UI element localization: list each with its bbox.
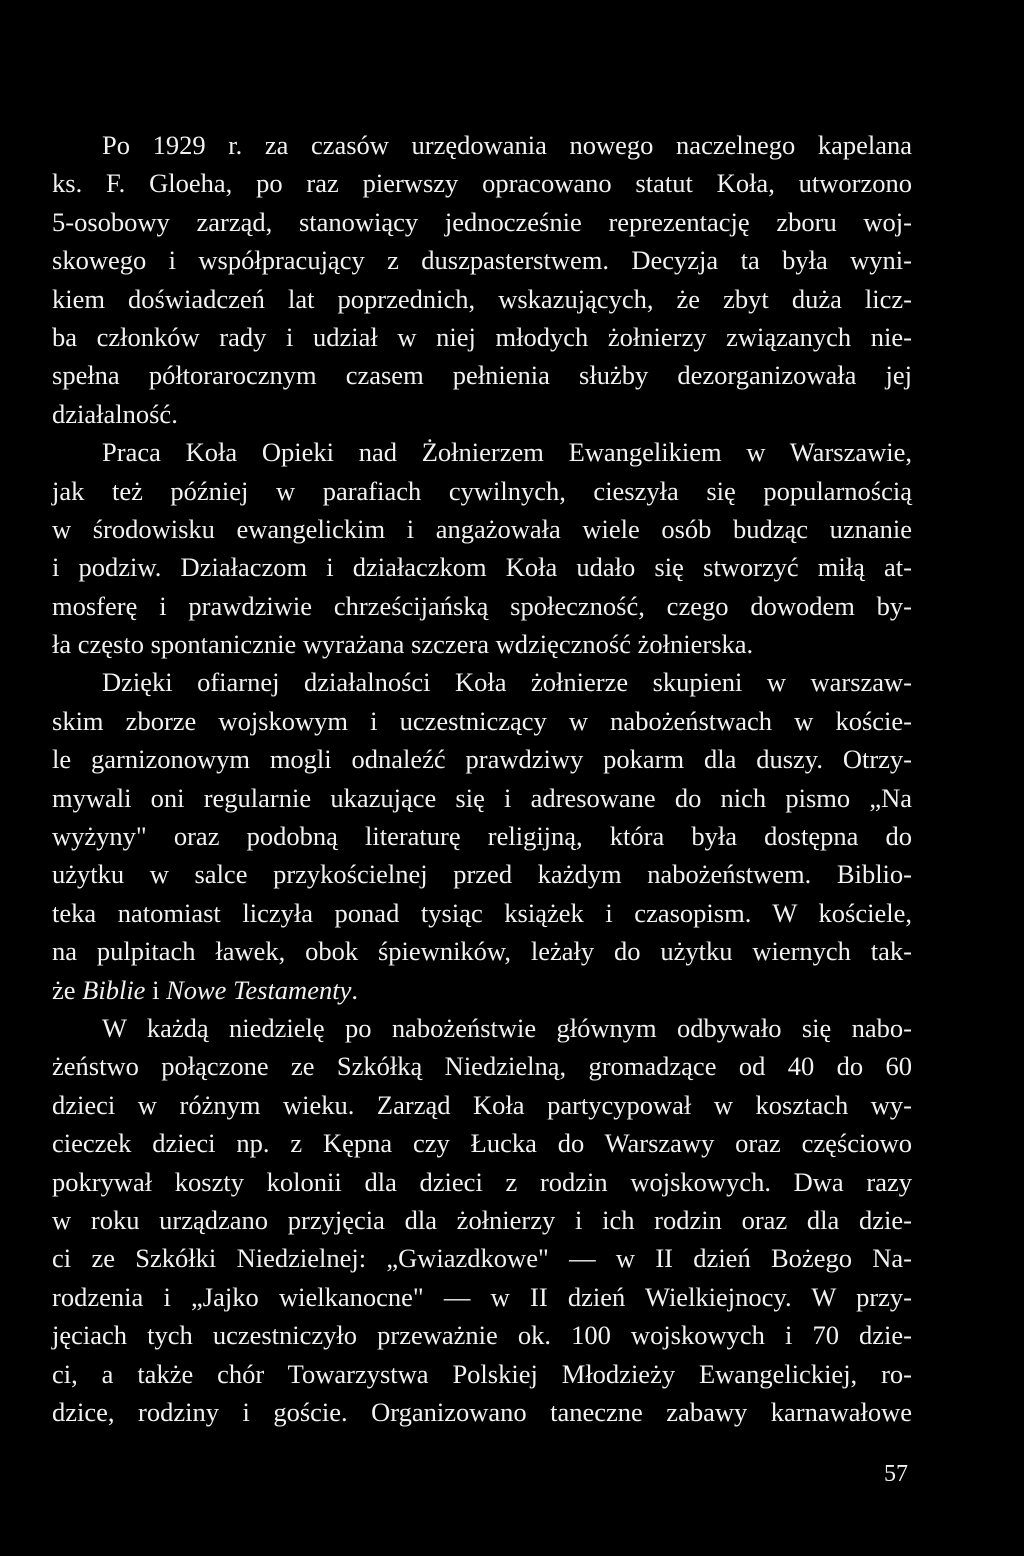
text-line: ła często spontanicznie wyrażana szczera wdzięczność żołnierska. — [52, 629, 754, 660]
text-line: Praca Koła Opieki nad Żołnierzem Ewangelikiem w Warszawie, — [102, 437, 912, 468]
text-line: ci ze Szkółki Niedzielnej: „Gwiazdkowe" — w II dzień Bożego Na- — [52, 1243, 912, 1274]
text-line: jak też później w parafiach cywilnych, cieszyła się popularnością — [52, 475, 912, 506]
text-span: i — [145, 974, 167, 1005]
text-line: ci, a także chór Towarzystwa Polskiej Młodzieży Ewangelickiej, ro- — [52, 1358, 912, 1389]
text-line: 5-osobowy zarząd, stanowiący jednocześnie reprezentację zboru woj- — [52, 206, 912, 237]
text-line: W każdą niedzielę po nabożeństwie głównym odbywało się nabo- — [102, 1012, 912, 1043]
text-span: . — [351, 974, 358, 1005]
text-line: w roku urządzano przyjęcia dla żołnierzy i ich rodzin oraz dla dzie- — [52, 1204, 912, 1235]
text-line: żeństwo połączone ze Szkółką Niedzielną, gromadzące od 40 do 60 — [52, 1051, 912, 1082]
text-line: jęciach tych uczestniczyło przeważnie ok. 100 wojskowych i 70 dzie- — [52, 1320, 912, 1351]
text-line: mosferę i prawdziwie chrześcijańską społeczność, czego dowodem by- — [52, 590, 912, 621]
text-line: na pulpitach ławek, obok śpiewników, leżały do użytku wiernych tak- — [52, 936, 912, 967]
text-line: pokrywał koszty kolonii dla dzieci z rodzin wojskowych. Dwa razy — [52, 1166, 912, 1197]
italic-title: Biblie — [82, 974, 146, 1005]
text-line: mywali oni regularnie ukazujące się i adresowane do nich pismo „Na — [52, 782, 912, 813]
text-line: dzice, rodziny i goście. Organizowano taneczne zabawy karnawałowe — [52, 1396, 912, 1427]
text-line: w środowisku ewangelickim i angażowała wiele osób budząc uznanie — [52, 513, 912, 544]
text-line: kiem doświadczeń lat poprzednich, wskazujących, że zbyt duża licz- — [52, 283, 912, 314]
italic-title: Nowe Testamenty — [166, 974, 352, 1005]
text-line: spełna półtorarocznym czasem pełnienia służby dezorganizowała jej — [52, 360, 912, 391]
text-line: le garnizonowym mogli odnaleźć prawdziwy pokarm dla duszy. Otrzy- — [52, 744, 912, 775]
text-line: rodzenia i „Jajko wielkanocne" — w II dzień Wielkiejnocy. W przy- — [52, 1281, 912, 1312]
text-line: użytku w salce przykościelnej przed każdym nabożeństwem. Biblio- — [52, 859, 912, 890]
text-line: Po 1929 r. za czasów urzędowania nowego naczelnego kapelana — [102, 130, 912, 160]
text-span: że — [52, 974, 83, 1005]
page-number: 57 — [884, 1461, 908, 1487]
text-line: dzieci w różnym wieku. Zarząd Koła partycypował w kosztach wy- — [52, 1089, 912, 1120]
text-line: skim zborze wojskowym i uczestniczący w nabożeństwach w koście- — [52, 705, 912, 736]
text-line: teka natomiast liczyła ponad tysiąc książek i czasopism. W kościele, — [52, 897, 912, 928]
text-line: ba członków rady i udział w niej młodych żołnierzy związanych nie- — [52, 321, 912, 352]
text-line: ks. F. Gloeha, po raz pierwszy opracowano statut Koła, utworzono — [52, 168, 912, 199]
text-line: skowego i współpracujący z duszpasterstwem. Decyzja ta była wyni- — [52, 245, 912, 276]
text-line — [52, 971, 912, 1009]
text-line: działalność. — [52, 398, 178, 429]
text-line: Dzięki ofiarnej działalności Koła żołnierze skupieni w warszaw- — [102, 667, 912, 698]
text-line: cieczek dzieci np. z Kępna czy Łucka do Warszawy oraz częściowo — [52, 1128, 912, 1159]
text-line: i podziw. Działaczom i działaczkom Koła udało się stworzyć miłą at- — [52, 552, 912, 583]
text-line: wyżyny" oraz podobną literaturę religijną, która była dostępna do — [52, 821, 912, 852]
body-text — [52, 126, 912, 1431]
